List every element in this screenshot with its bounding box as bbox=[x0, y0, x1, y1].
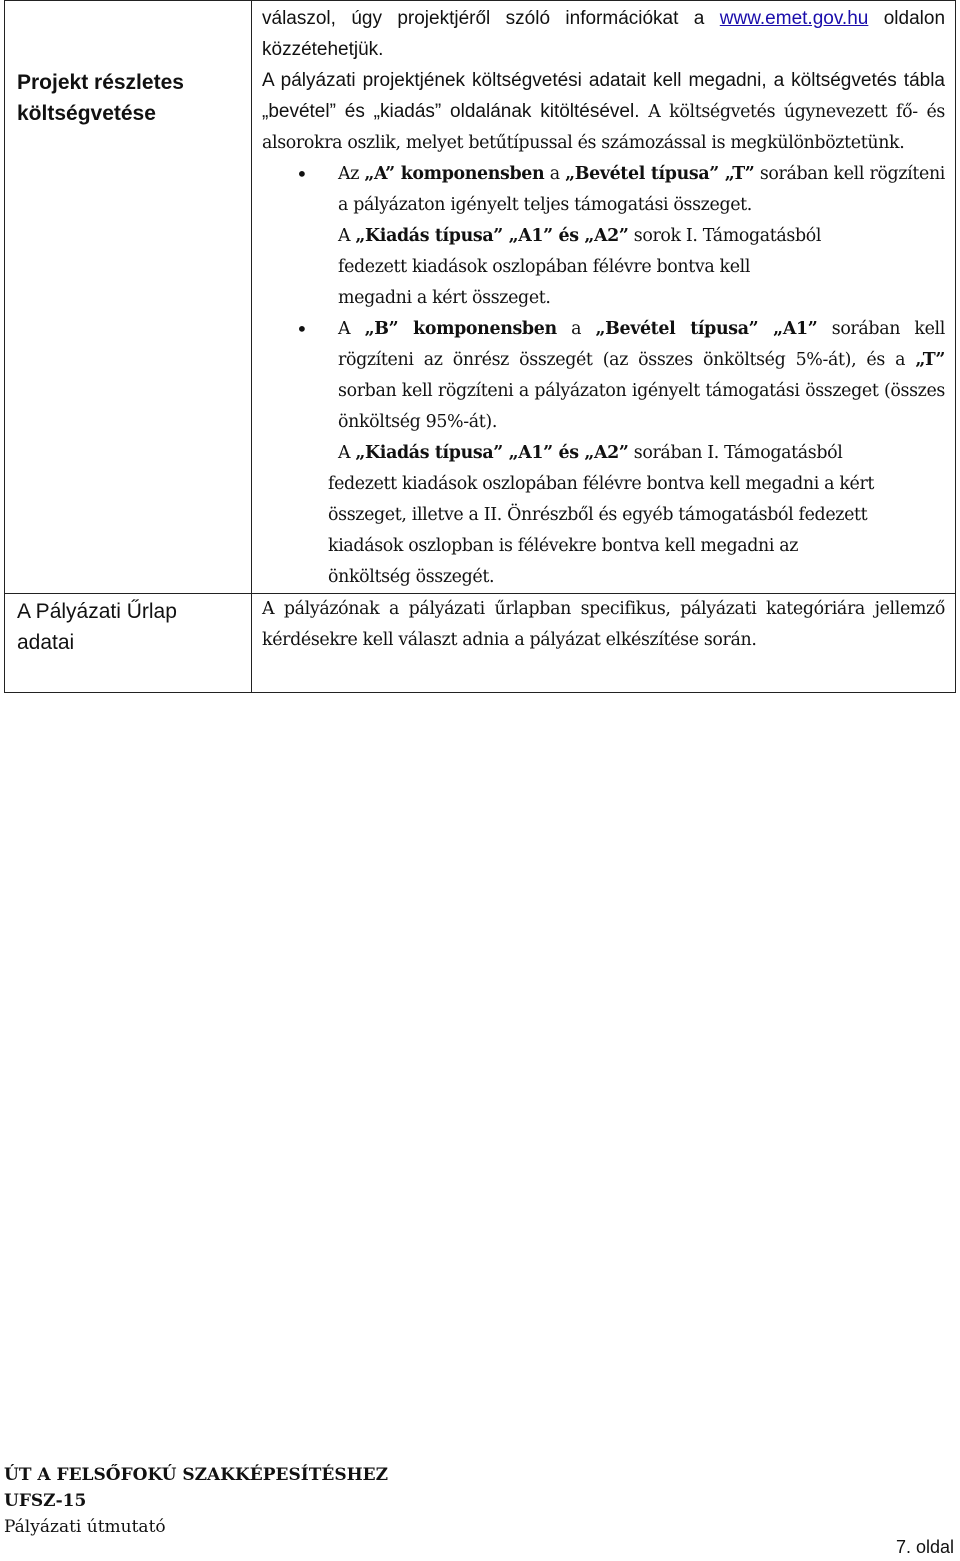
row-label: Projekt részletes költségvetése bbox=[17, 71, 184, 125]
page-footer bbox=[4, 1462, 388, 1540]
intro-paragraph: válaszol, úgy projektjéről szóló információkat a www.emet.gov.hu oldalon közzétehetjük. bbox=[262, 8, 946, 60]
row-label-cell bbox=[5, 1, 252, 594]
table-row-form bbox=[5, 594, 956, 693]
list-item-a-component: • Az „A” komponensben a „Bevétel típusa” „T” sorában kell rögzíteni a pályázaton igényelt teljes támogatási összeget. bbox=[262, 159, 945, 221]
footer-subtitle: Pályázati útmutató bbox=[4, 1517, 166, 1537]
budget-paragraph: A pályázati projektjének költségvetési adatait kell megadni, a költségvetés tábla „bevétel” és „kiadás” oldalának kitöltésével. A költségvetés úgynevezett fő- és alsorokra oszlik, melyet betűtípussal és számozással is megkülönböztetünk. bbox=[262, 70, 945, 153]
document-table bbox=[4, 0, 956, 693]
row-content-cell bbox=[252, 1, 956, 594]
page-number: 7. oldal bbox=[895, 1537, 954, 1557]
emet-link[interactable]: www.emet.gov.hu bbox=[719, 8, 869, 29]
footer-title: ÚT A FELSŐFOKÚ SZAKKÉPESÍTÉSHEZ bbox=[4, 1465, 389, 1485]
row-content-cell bbox=[252, 594, 956, 693]
table-row-budget bbox=[5, 1, 956, 594]
form-paragraph: A pályázónak a pályázati űrlapban specifikus, pályázati kategóriára jellemző kérdésekre kell választ adnia a pályázat elkészítése során. bbox=[262, 599, 945, 650]
list-item-b-component: • A „B” komponensben a „Bevétel típusa” „A1” sorában kell rögzíteni az önrész összegét (az összes önköltség 5%-át), és a „T” sorban kell rögzíteni a pályázaton igényelt támogatási összeget (összes önköltség 95%-át). bbox=[262, 314, 945, 438]
row-label: A Pályázati Űrlap adatai bbox=[17, 600, 177, 654]
list-item-a-subtext: A „Kiadás típusa” „A1” és „A2” sorok I. Támogatásból fedezett kiadások oszlopában félévre bontva kell megadni a kért összeget. bbox=[338, 226, 822, 308]
row-label-cell bbox=[5, 594, 252, 693]
list-item-b-subtext: A „Kiadás típusa” „A1” és „A2” sorában I. Támogatásból fedezett kiadások oszlopában félévre bontva kell megadni a kért összeget, illetve a II. Önrészből és egyéb támogatásból fedezett kiadások oszlopban is félévekre bontva kell megadni az önköltség összegét. bbox=[328, 443, 875, 587]
footer-code: UFSZ-15 bbox=[4, 1491, 87, 1511]
